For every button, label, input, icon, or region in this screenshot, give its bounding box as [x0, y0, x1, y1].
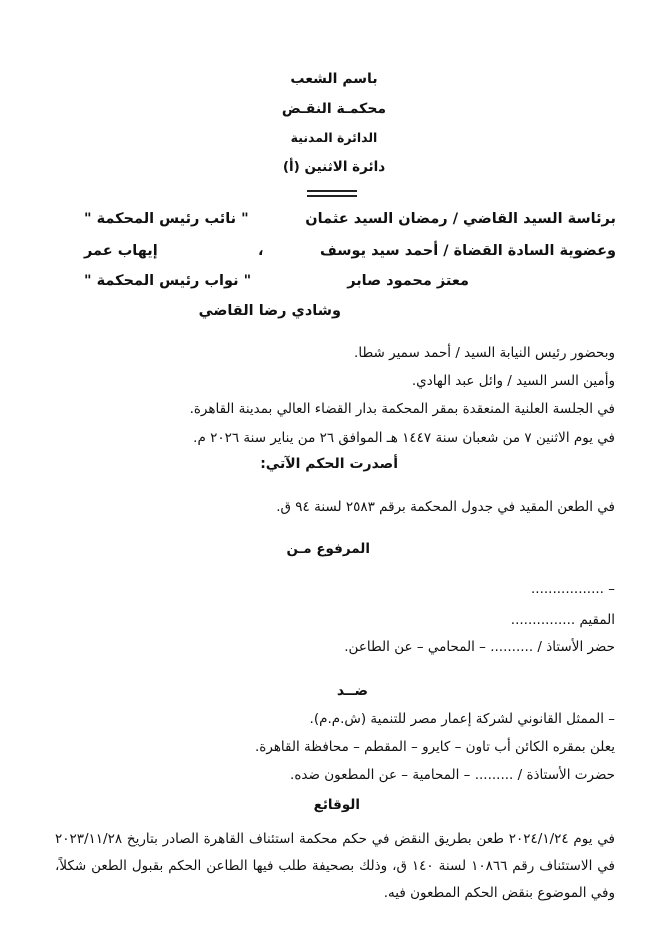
header-in-the-name-of-the-people: باسم الشعب	[290, 71, 378, 87]
appellant-name: – .................	[531, 581, 615, 597]
session-venue: في الجلسة العلنية المنعقدة بمقر المحكمة بدار القضاء العالي بمدينة القاهرة.	[189, 401, 615, 417]
header-monday-circuit: دائرة الاثنين (أ)	[282, 159, 386, 175]
presiding-judge-title: " نائب رئيس المحكمة "	[84, 211, 249, 227]
member-separator: ،	[258, 243, 264, 259]
facts-paragraph: في يوم ٢٠٢٤/١/٢٤ طعن بطريق النقض في حكم محكمة استئناف القاهرة الصادر بتاريخ ٢٠٢٣/١١/٢٨ في الاستئناف رقم ١٠٨٦٦ لسنة ١٤٠ ق، وذلك بصحيفة طلب فيها الطاعن الحكم بقبول الطعن شكلاً، وفي الموضوع بنقض الحكم المطعون فيه.	[55, 831, 615, 901]
header-divider-bottom	[307, 195, 357, 197]
header-court-of-cassation: محكمـة النقـض	[281, 101, 387, 117]
session-prosecutor: وبحضور رئيس النيابة السيد / أحمد سمير شطا.	[354, 345, 615, 361]
session-secretary: وأمين السر السيد / وائل عبد الهادي.	[411, 373, 615, 389]
facts-heading: الوقائع	[313, 797, 360, 813]
header-civil-circuit: الدائرة المدنية	[290, 130, 378, 145]
member-ihab-omar: إيهاب عمر	[84, 243, 158, 259]
presiding-judge: برئاسة السيد القاضي / رمضان السيد عثمان	[305, 211, 616, 227]
header-divider-top	[307, 190, 357, 192]
appellant-residence: المقيم ...............	[510, 612, 615, 628]
members-lead: وعضوية السادة القضاة / أحمد سيد يوسف	[319, 243, 616, 259]
appellant-counsel: حضر الأستاذ / .......... – المحامي – عن الطاعن.	[344, 639, 615, 655]
respondent-heading: ضــد	[336, 683, 368, 699]
deputies-title: " نواب رئيس المحكمة "	[84, 273, 252, 289]
respondent-address: يعلن بمقره الكائن أب تاون – كايرو – المقطم – محافظة القاهرة.	[255, 739, 615, 755]
respondent-entity: – الممثل القانوني لشركة إعمار مصر للتنمية (ش.م.م).	[309, 711, 615, 727]
session-date: في يوم الاثنين ٧ من شعبان سنة ١٤٤٧ هـ الموافق ٢٦ من يناير سنة ٢٠٢٦ م.	[193, 430, 615, 446]
member-shady-elkady: وشادي رضا القاضي	[198, 303, 341, 319]
appeal-case-number: في الطعن المقيد في جدول المحكمة برقم ٢٥٨٣ لسنة ٩٤ ق.	[276, 499, 615, 515]
respondent-counsel: حضرت الأستاذة / ......... – المحامية – عن المطعون ضده.	[290, 767, 615, 783]
appellant-heading: المرفوع مـن	[286, 541, 370, 557]
member-moataz-saber: معتز محمود صابر	[347, 273, 469, 289]
judgment-issued-heading: أصدرت الحكم الآتي:	[260, 456, 398, 472]
